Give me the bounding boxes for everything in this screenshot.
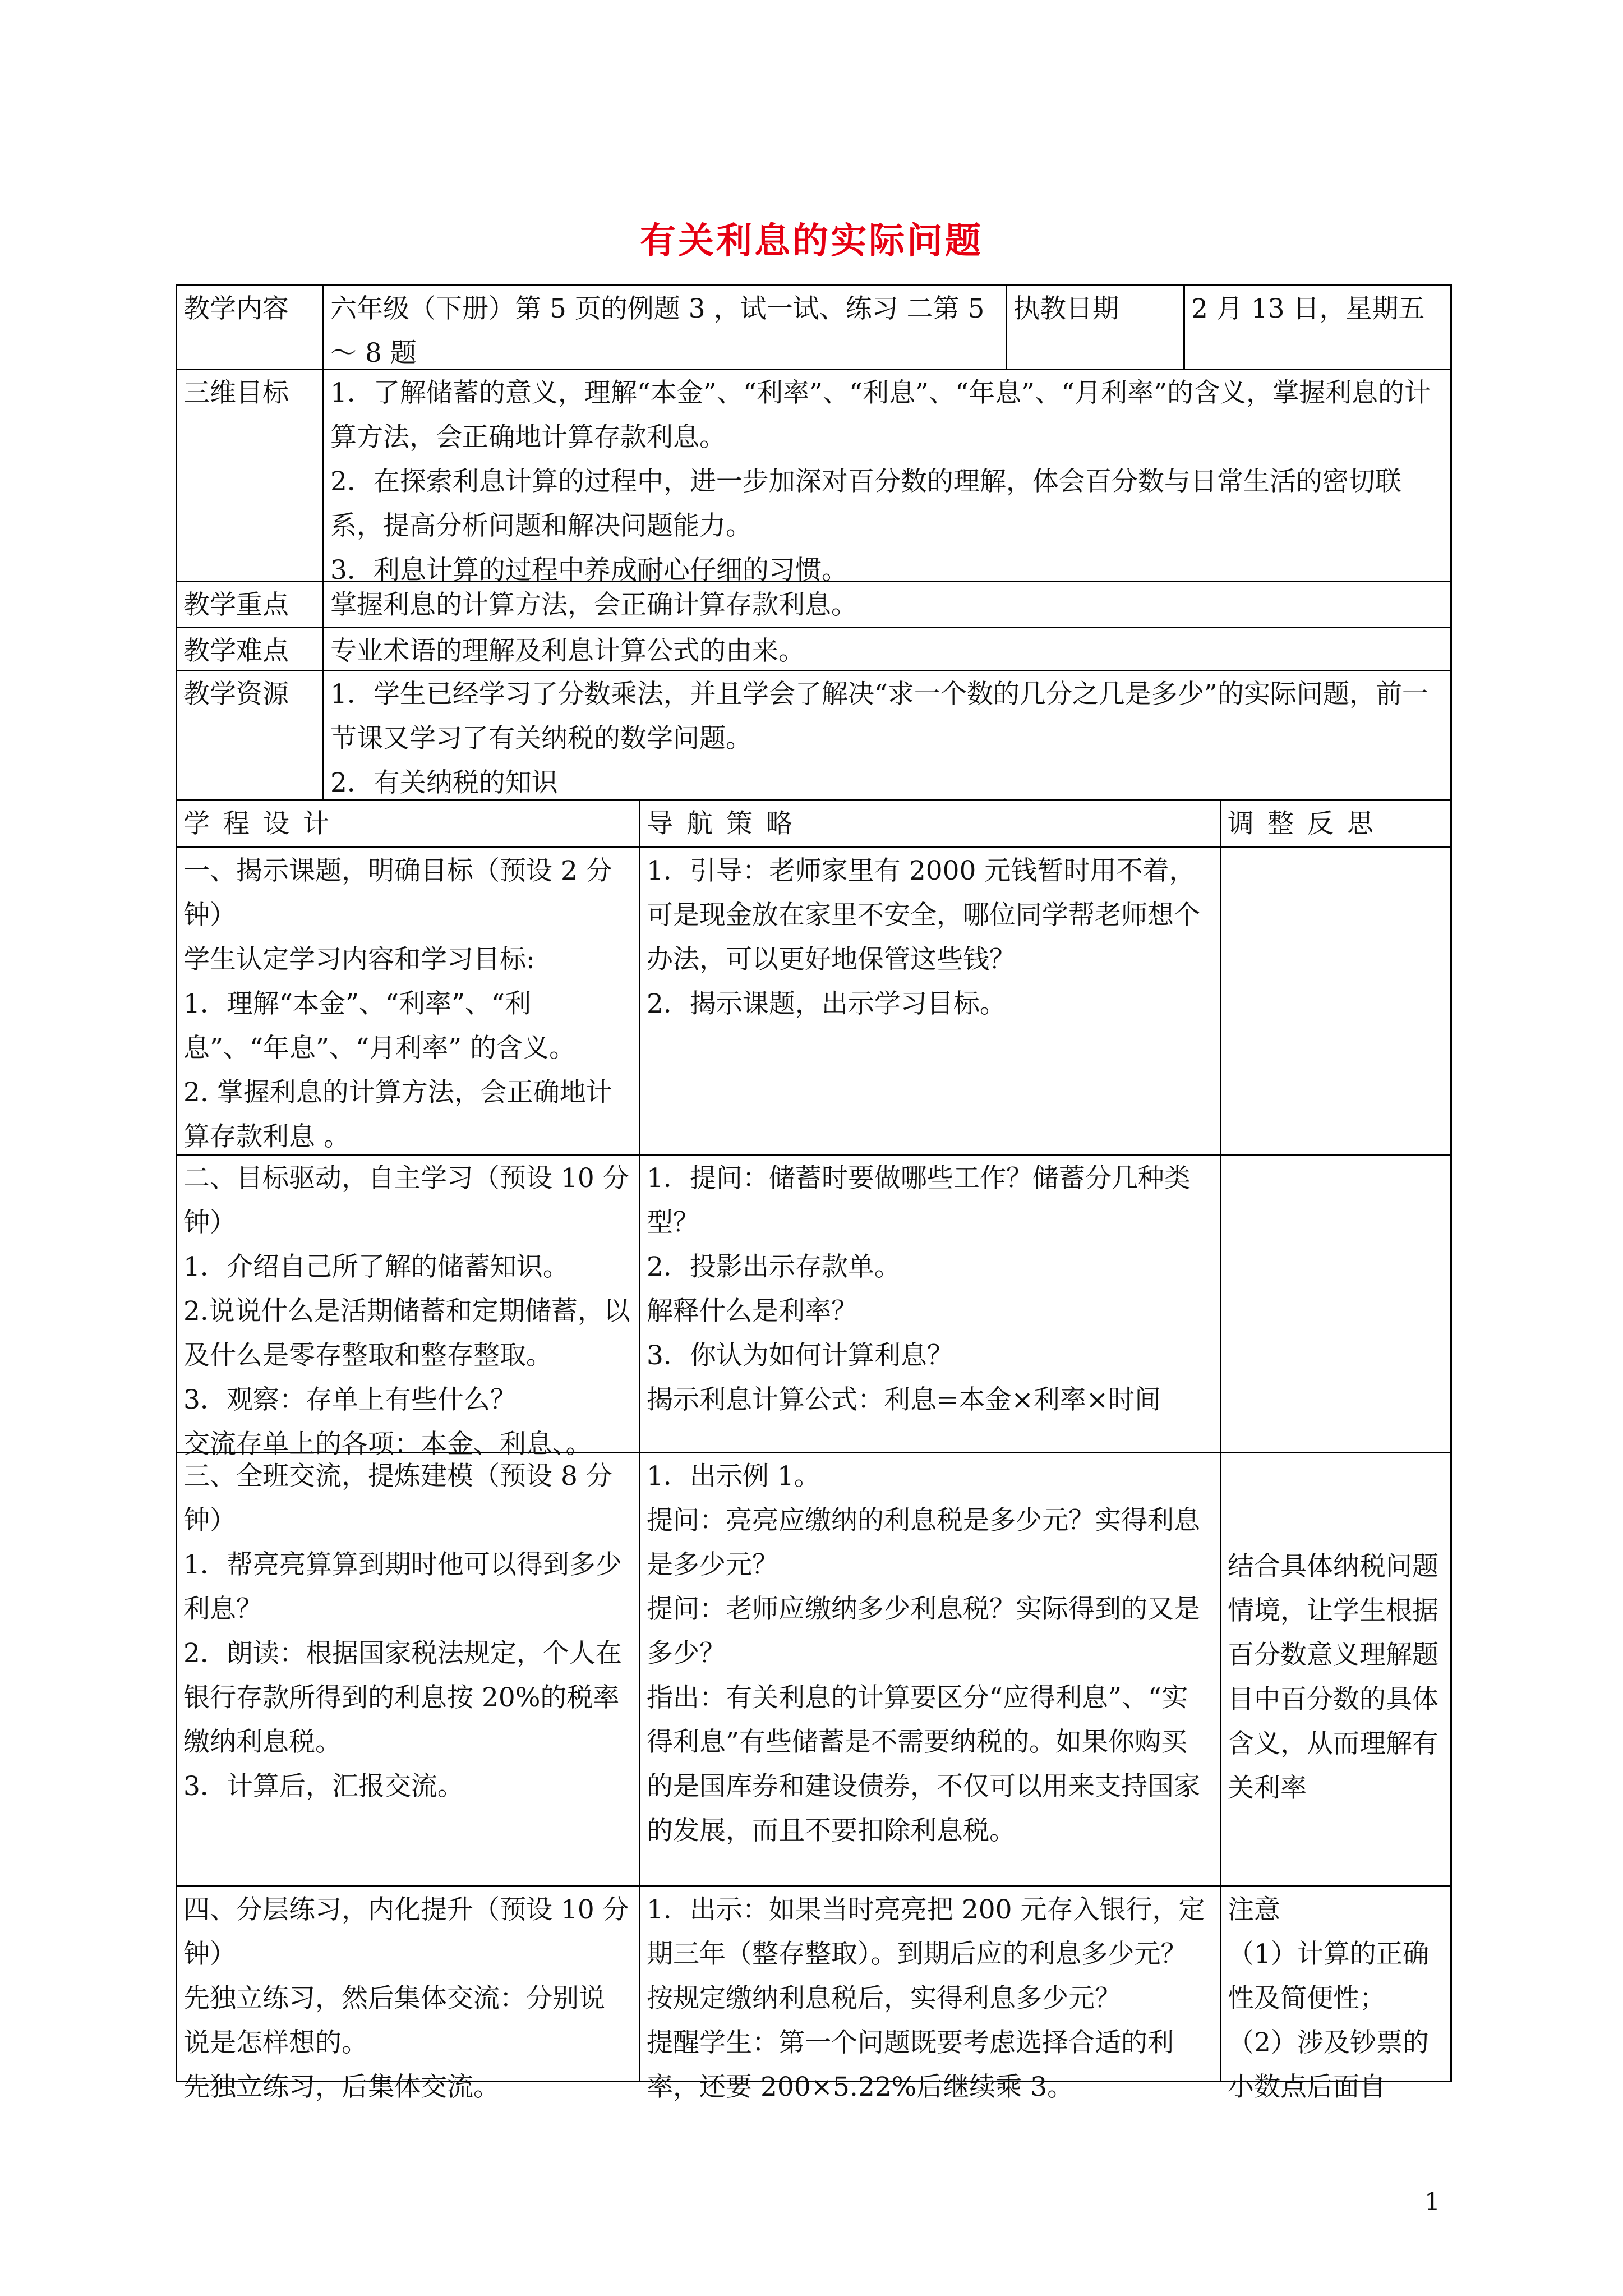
design-line: 先独立练习，后集体交流。 xyxy=(183,2072,500,2102)
goals-list xyxy=(322,369,1452,586)
strategy-line: 1．引导：老师家里有 2000 元钱暂时用不着，可是现金放在家里不安全，哪位同学帮老师想个办法，可以更好地保管这些钱？ xyxy=(647,855,1200,975)
design-line: 二、目标驱动，自主学习（预设 10 分钟） xyxy=(183,1163,629,1238)
strategy-line: 2．揭示课题，出示学习目标。 xyxy=(647,988,1006,1019)
reflection-line: 结合具体纳税问题情境，让学生根据百分数意义理解题目中百分数的具体含义，从而理解有关利率 xyxy=(1228,1551,1438,1803)
section-1-reflection xyxy=(1220,846,1452,1154)
date-label: 执教日期 xyxy=(1013,293,1119,324)
resources-label: 教学资源 xyxy=(183,679,289,710)
section-4-design xyxy=(176,1885,639,2102)
design-line: 一、揭示课题，明确目标（预设 2 分钟） xyxy=(183,855,612,931)
design-line: 学生认定学习内容和学习目标: xyxy=(183,944,535,975)
design-line: 交流存单上的各项：本金、利息、。 xyxy=(183,1429,592,1460)
header-strategy: 导航策略 xyxy=(647,808,806,839)
goals-label: 三维目标 xyxy=(183,378,289,408)
lesson-plan-table xyxy=(176,284,1452,2102)
goal-item: 2．在探索利息计算的过程中，进一步加深对百分数的理解，体会百分数与日常生活的密切联系，提高分析问题和解决问题能力。 xyxy=(330,466,1401,541)
strategy-line: 提问：亮亮应缴纳的利息税是多少元？实得利息是多少元？ xyxy=(647,1505,1200,1580)
design-line: 先独立练习，然后集体交流：分别说说是怎样想的。 xyxy=(183,1983,605,2058)
strategy-line: 1．出示：如果当时亮亮把 200 元存入银行，定期三年（整存整取）。到期后应的利息多少元？按规定缴纳利息税后，实得利息多少元？ xyxy=(647,1894,1205,2014)
strategy-line: 解释什么是利率？ xyxy=(647,1296,857,1327)
goal-item: 1．了解储蓄的意义，理解“本金”、“利率”、“利息”、“年息”、“月利率”的含义，掌握利息的计算方法，会正确地计算存款利息。 xyxy=(330,378,1431,453)
goal-item: 3．利息计算的过程中养成耐心仔细的习惯。 xyxy=(330,555,848,586)
strategy-line: 2．投影出示存款单。 xyxy=(647,1251,901,1282)
strategy-line: 提醒学生：第一个问题既要考虑选择合适的利率，还要 200×5.22%后继续乘 3。 xyxy=(647,2027,1174,2102)
design-line: 2. 掌握利息的计算方法，会正确地计算存款利息 。 xyxy=(183,1077,612,1152)
strategy-line: 提问：老师应缴纳多少利息税？实际得到的又是多少？ xyxy=(647,1594,1200,1669)
header-design: 学程设计 xyxy=(183,808,343,839)
design-line: 四、分层练习，内化提升（预设 10 分钟） xyxy=(183,1894,629,1970)
design-line: 1．帮亮亮算算到期时他可以得到多少利息？ xyxy=(183,1549,622,1625)
design-line: 1．理解“本金”、“利率”、“利息”、“年息”、“月利率” 的含义。 xyxy=(183,988,576,1064)
strategy-line: 指出：有关利息的计算要区分“应得利息”、“实得利息”有些储蓄是不需要纳税的。如果你购买的是国库券和建设债券，不仅可以用来支持国家的发展，而且不要扣除利息税。 xyxy=(647,1682,1200,1846)
resources-list xyxy=(322,670,1452,799)
reflection-line: （1）计算的正确性及简便性； xyxy=(1228,1939,1429,2014)
reflection-line: 注意 xyxy=(1228,1894,1280,1925)
design-line: 1．介绍自己所了解的储蓄知识。 xyxy=(183,1251,569,1282)
design-line: 3．观察：存单上有些什么？ xyxy=(183,1384,517,1415)
content-value: 六年级（下册）第 5 页的例题 3 ，试一试、练习 二第 5～ 8 题 xyxy=(330,293,985,369)
section-3-reflection xyxy=(1220,1452,1452,1885)
key-value: 掌握利息的计算方法，会正确计算存款利息。 xyxy=(330,590,857,620)
section-3-strategy xyxy=(639,1452,1220,1885)
design-line: 2.说说什么是活期储蓄和定期储蓄，以及什么是零存整取和整存整取。 xyxy=(183,1296,630,1371)
section-4-strategy xyxy=(639,1885,1220,2102)
section-4-reflection xyxy=(1220,1885,1452,2102)
strategy-line: 3．你认为如何计算利息？ xyxy=(647,1340,953,1371)
key-label: 教学重点 xyxy=(183,590,289,620)
difficulty-label: 教学难点 xyxy=(183,636,289,666)
section-1-strategy xyxy=(639,846,1220,1154)
section-1-design xyxy=(176,846,639,1154)
section-2-design xyxy=(176,1154,639,1460)
header-reflection: 调整反思 xyxy=(1228,808,1387,839)
strategy-line: 1．出示例 1。 xyxy=(647,1461,820,1492)
reflection-line: （2）涉及钞票的小数点后面自 xyxy=(1228,2027,1429,2102)
section-2-reflection xyxy=(1220,1154,1452,1452)
page-number: 1 xyxy=(1424,2188,1440,2216)
document-title: 有关利息的实际问题 xyxy=(640,220,983,262)
section-3-design xyxy=(176,1452,639,1885)
content-label: 教学内容 xyxy=(183,293,289,324)
design-line: 2．朗读：根据国家税法规定，个人在银行存款所得到的利息按 20%的税率缴纳利息税。 xyxy=(183,1638,622,1757)
resource-item: 2．有关纳税的知识 xyxy=(330,767,558,798)
strategy-line: 1．提问：储蓄时要做哪些工作？储蓄分几种类型？ xyxy=(647,1163,1191,1238)
difficulty-value: 专业术语的理解及利息计算公式的由来。 xyxy=(330,636,805,666)
resource-item: 1．学生已经学习了分数乘法，并且学会了解决“求一个数的几分之几是多少”的实际问题，前一节课又学习了有关纳税的数学问题。 xyxy=(330,679,1428,754)
design-line: 3．计算后，汇报交流。 xyxy=(183,1771,464,1802)
strategy-line: 揭示利息计算公式：利息=本金×利率×时间 xyxy=(647,1384,1161,1415)
section-2-strategy xyxy=(639,1154,1220,1452)
design-line: 三、全班交流，提炼建模（预设 8 分钟） xyxy=(183,1461,612,1536)
date-value: 2 月 13 日，星期五 xyxy=(1191,293,1425,324)
